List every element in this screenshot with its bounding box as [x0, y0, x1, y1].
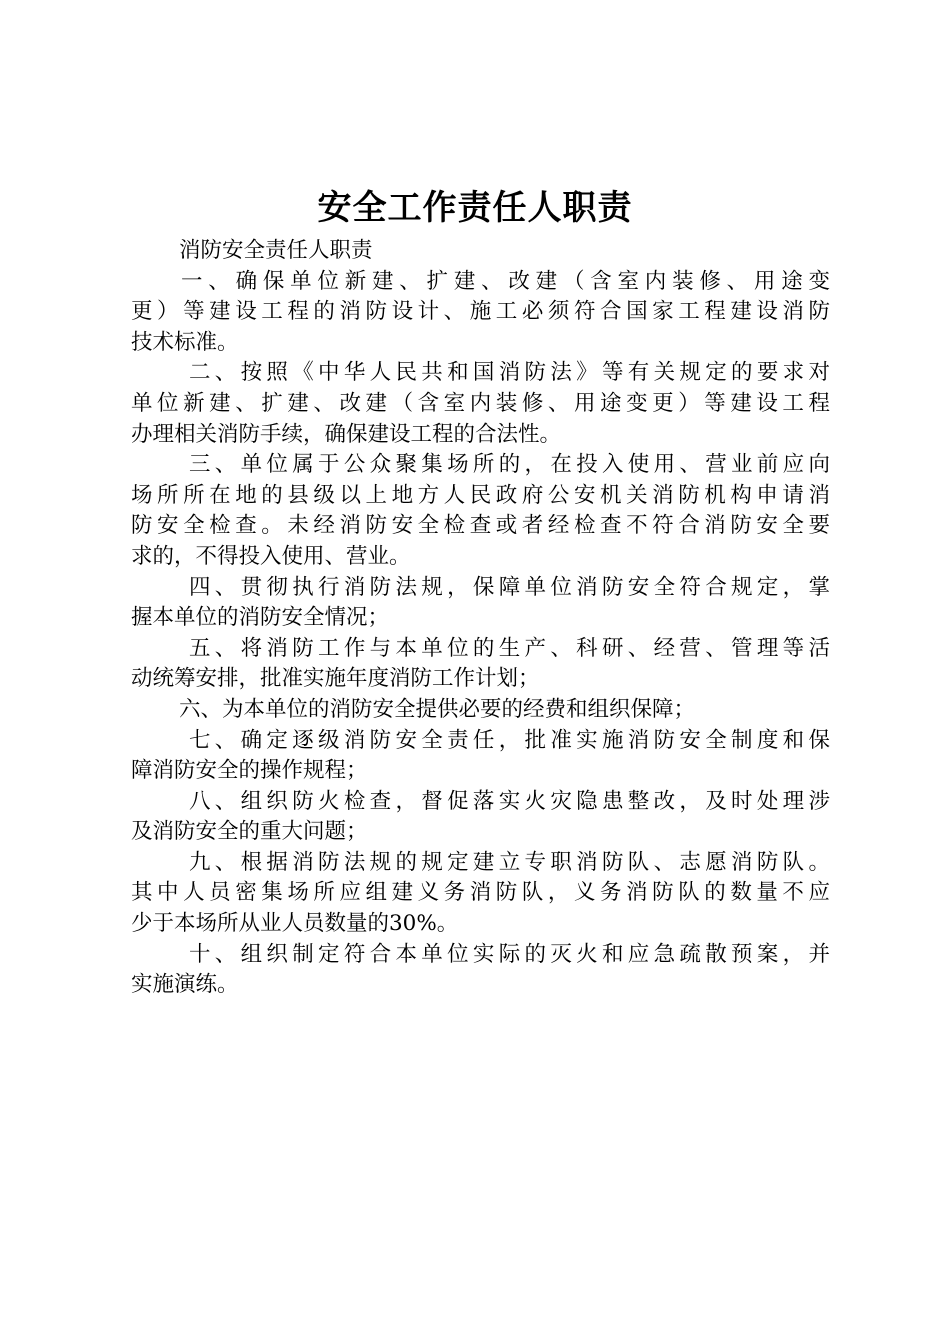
- item-10: [131, 940, 830, 1001]
- section-subtitle: 消防安全责任人职责: [179, 238, 373, 263]
- item-9-line-2: 其中人员密集场所应组建义务消防队，义务消防队的数量不应: [131, 880, 830, 906]
- item-5-line-1: 五、将消防工作与本单位的生产、科研、经营、管理等活: [189, 635, 830, 661]
- item-9: [131, 848, 830, 940]
- item-2-line-1: 二、按照《中华人民共和国消防法》等有关规定的要求对: [189, 360, 830, 386]
- item-6-line-1: 六、为本单位的消防安全提供必要的经费和组织保障；: [179, 696, 696, 722]
- item-9-line-3: 少于本场所从业人员数量的30%。: [131, 911, 459, 937]
- item-1-line-3: 技术标准。: [131, 329, 239, 355]
- item-3-line-3: 防安全检查。未经消防安全检查或者经检查不符合消防安全要: [131, 513, 830, 539]
- item-10-line-1: 十、组织制定符合本单位实际的灭火和应急疏散预案，并: [189, 941, 830, 967]
- item-1-line-2: 更）等建设工程的消防设计、施工必须符合国家工程建设消防: [131, 299, 830, 325]
- document-title: 安全工作责任人职责: [317, 188, 633, 228]
- item-5: [131, 634, 830, 695]
- item-8: [131, 787, 830, 848]
- item-8-line-1: 八、组织防火检查，督促落实火灾隐患整改，及时处理涉: [189, 788, 830, 814]
- item-3-line-2: 场所所在地的县级以上地方人民政府公安机关消防机构申请消: [131, 482, 830, 508]
- item-7: [131, 726, 830, 787]
- item-1: [131, 267, 830, 359]
- item-2: [131, 358, 830, 450]
- item-6: [131, 695, 830, 726]
- item-5-line-2: 动统筹安排，批准实施年度消防工作计划；: [131, 666, 540, 692]
- item-4-line-1: 四、贯彻执行消防法规，保障单位消防安全符合规定，掌: [189, 574, 830, 600]
- item-4: [131, 573, 830, 634]
- item-9-line-1: 九、根据消防法规的规定建立专职消防队、志愿消防队。: [189, 849, 830, 875]
- document-body: [131, 236, 830, 1001]
- item-4-line-2: 握本单位的消防安全情况；: [131, 605, 390, 631]
- item-2-line-3: 办理相关消防手续，确保建设工程的合法性。: [131, 421, 562, 447]
- item-7-line-2: 障消防安全的操作规程；: [131, 758, 368, 784]
- item-7-line-1: 七、确定逐级消防安全责任，批准实施消防安全制度和保: [189, 727, 830, 753]
- item-3-line-4: 求的，不得投入使用、营业。: [131, 543, 411, 569]
- item-10-line-2: 实施演练。: [131, 972, 239, 998]
- item-3: [131, 450, 830, 572]
- item-8-line-2: 及消防安全的重大问题；: [131, 819, 368, 845]
- item-3-line-1: 三、单位属于公众聚集场所的，在投入使用、营业前应向: [189, 452, 830, 478]
- item-1-line-1: 一、确保单位新建、扩建、改建（含室内装修、用途变: [181, 268, 830, 294]
- item-2-line-2: 单位新建、扩建、改建（含室内装修、用途变更）等建设工程: [131, 390, 830, 416]
